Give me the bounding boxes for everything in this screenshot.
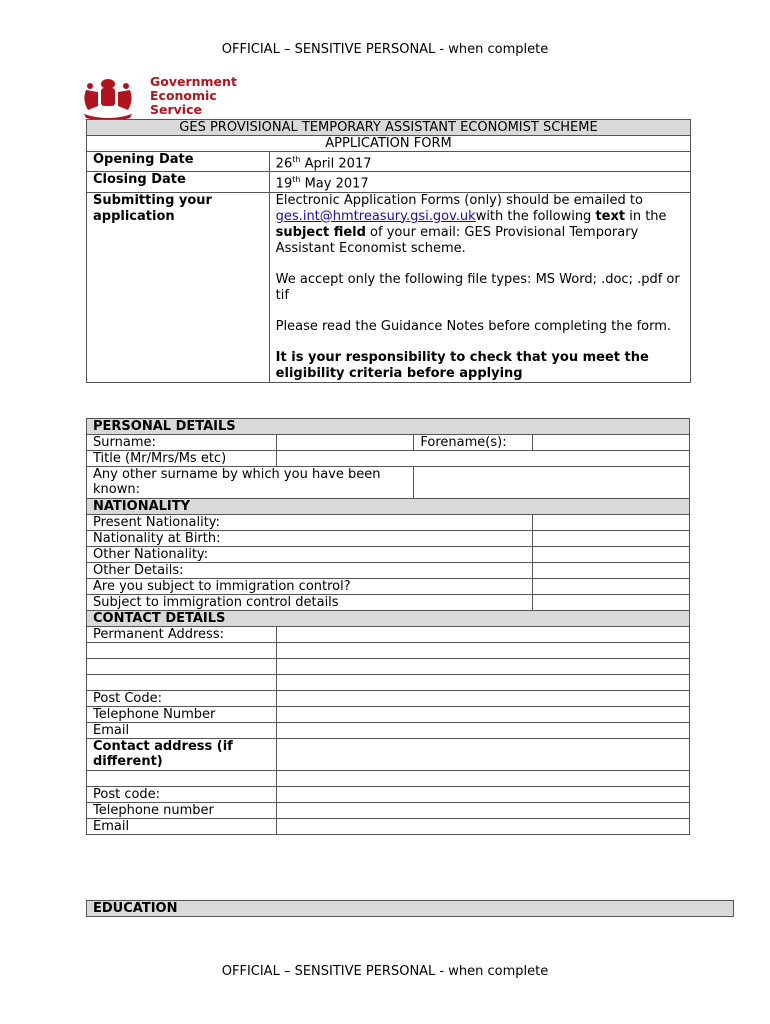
submission-email-link[interactable]: ges.int@hmtreasury.gsi.gov.uk <box>275 208 476 224</box>
present-nationality-label: Present Nationality: <box>87 515 533 531</box>
address-line-label <box>87 643 277 659</box>
address-line-field[interactable] <box>276 643 689 659</box>
scheme-title: GES PROVISIONAL TEMPORARY ASSISTANT ECONOMIST SCHEME <box>87 120 691 136</box>
opening-date-value: 26th April 2017 <box>269 152 690 172</box>
other-details-field[interactable] <box>533 563 690 579</box>
file-types-note: We accept only the following file types: MS Word; .doc; .pdf or tif <box>275 271 680 303</box>
title-field[interactable] <box>276 451 689 467</box>
immigration-details-field[interactable] <box>533 595 690 611</box>
page-footer-classification: OFFICIAL – SENSITIVE PERSONAL - when complete <box>221 964 549 979</box>
present-nationality-field[interactable] <box>533 515 690 531</box>
title-label: Title (Mr/Mrs/Ms etc) <box>87 451 277 467</box>
surname-field[interactable] <box>276 435 414 451</box>
other-nationality-field[interactable] <box>533 547 690 563</box>
other-surname-field[interactable] <box>414 467 690 499</box>
postcode-field[interactable] <box>276 691 689 707</box>
immigration-control-label: Are you subject to immigration control? <box>87 579 533 595</box>
other-surname-label: Any other surname by which you have been known: <box>87 467 414 499</box>
forename-field[interactable] <box>533 435 690 451</box>
address-line-label <box>87 675 277 691</box>
contact-address-field[interactable] <box>276 739 689 771</box>
forename-label: Forename(s): <box>414 435 533 451</box>
address-line-field[interactable] <box>276 659 689 675</box>
submitting-instructions: Electronic Application Forms (only) should be emailed to ges.int@hmtreasury.gsi.gov.ukwith the following text in the subject field of your email: GES Provisional Temporary Assistant Economist scheme. We accept only the following file types: MS Word; .doc; .pdf or tif Please read the Guidance Notes before completing the form. It is your responsibility to check that you meet the eligibility criteria before applying <box>269 192 690 382</box>
nationality-heading: NATIONALITY <box>87 499 690 515</box>
submitting-label: Submitting your application <box>87 192 270 382</box>
immigration-details-label: Subject to immigration control details <box>87 595 533 611</box>
ges-logo-text: Government Economic Service <box>150 74 237 117</box>
telephone-label: Telephone Number <box>87 707 277 723</box>
education-heading: EDUCATION <box>87 901 734 917</box>
form-title: APPLICATION FORM <box>87 136 691 152</box>
contact-address-line-label <box>87 771 277 787</box>
permanent-address-field[interactable] <box>276 627 689 643</box>
education-table <box>86 900 734 917</box>
closing-date-label: Closing Date <box>87 172 270 192</box>
postcode-label: Post Code: <box>87 691 277 707</box>
permanent-address-label: Permanent Address: <box>87 627 277 643</box>
email-label: Email <box>87 723 277 739</box>
opening-date-label: Opening Date <box>87 152 270 172</box>
contact-telephone-label: Telephone number <box>87 803 277 819</box>
page-header-classification: OFFICIAL – SENSITIVE PERSONAL - when complete <box>221 42 549 57</box>
birth-nationality-label: Nationality at Birth: <box>87 531 533 547</box>
contact-postcode-field[interactable] <box>276 787 689 803</box>
telephone-field[interactable] <box>276 707 689 723</box>
guidance-note: Please read the Guidance Notes before completing the form. <box>275 318 672 334</box>
other-nationality-label: Other Nationality: <box>87 547 533 563</box>
contact-email-label: Email <box>87 819 277 835</box>
contact-address-line-field[interactable] <box>276 771 689 787</box>
royal-crest-icon <box>80 76 136 120</box>
personal-details-heading: PERSONAL DETAILS <box>87 419 690 435</box>
email-field[interactable] <box>276 723 689 739</box>
address-line-label <box>87 659 277 675</box>
contact-details-heading: CONTACT DETAILS <box>87 611 690 627</box>
address-line-field[interactable] <box>276 675 689 691</box>
birth-nationality-field[interactable] <box>533 531 690 547</box>
surname-label: Surname: <box>87 435 277 451</box>
application-form-table <box>86 418 690 835</box>
other-details-label: Other Details: <box>87 563 533 579</box>
eligibility-note: It is your responsibility to check that you meet the eligibility criteria before applying <box>275 349 649 381</box>
contact-postcode-label: Post code: <box>87 787 277 803</box>
scheme-info-table <box>86 119 691 383</box>
contact-address-label: Contact address (if different) <box>87 739 277 771</box>
immigration-control-field[interactable] <box>533 579 690 595</box>
closing-date-value: 19th May 2017 <box>269 172 690 192</box>
contact-telephone-field[interactable] <box>276 803 689 819</box>
contact-email-field[interactable] <box>276 819 689 835</box>
